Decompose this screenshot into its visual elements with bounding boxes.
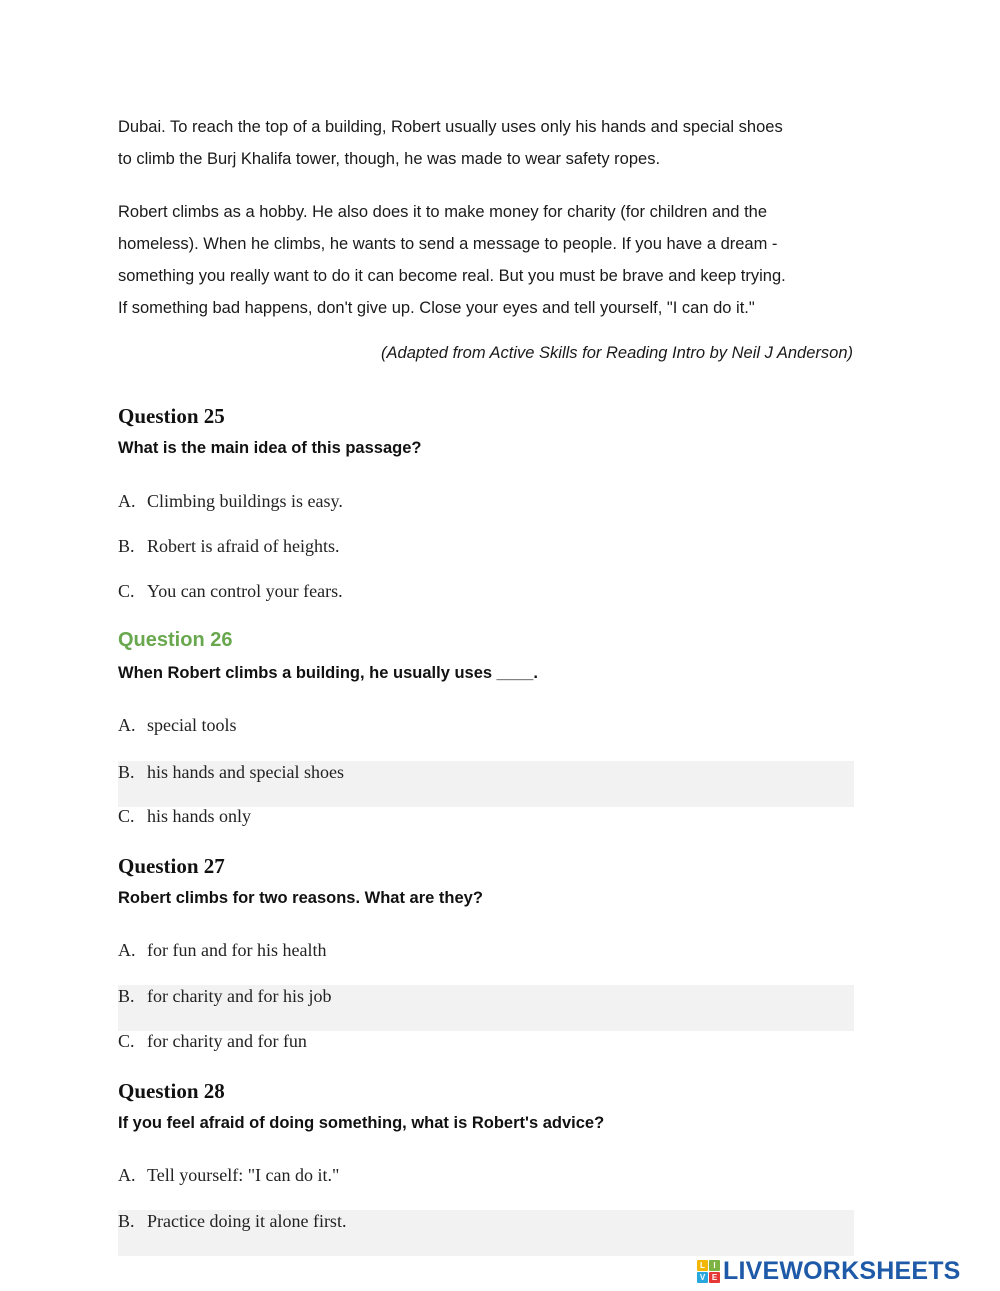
option-letter: A. <box>118 940 136 960</box>
question-25-title: Question 25 <box>118 404 225 428</box>
logo-grid-cell: L <box>697 1260 708 1271</box>
question-28-text: If you feel afraid of doing something, what is Robert's advice? <box>118 1114 605 1132</box>
question-25-option-c[interactable] <box>118 571 854 617</box>
question-28-title: Question 28 <box>118 1079 225 1103</box>
question-25-option-a[interactable] <box>118 481 854 527</box>
option-letter: B. <box>118 986 135 1006</box>
question-26-option-a[interactable] <box>118 705 854 751</box>
option-letter: C. <box>118 1031 135 1051</box>
question-26-title: Question 26 <box>118 629 233 651</box>
option-text: Robert is afraid of heights. <box>147 536 340 556</box>
passage-paragraph-2 <box>118 196 858 324</box>
option-text: for charity and for his job <box>147 986 332 1006</box>
option-letter: C. <box>118 581 135 601</box>
option-letter: B. <box>118 762 135 782</box>
question-27-option-a[interactable] <box>118 930 854 976</box>
option-text: his hands only <box>147 806 252 826</box>
passage-citation: (Adapted from Active Skills for Reading Intro by Neil J Anderson) <box>381 344 853 362</box>
option-letter: C. <box>118 806 135 826</box>
liveworksheets-logo <box>697 1256 961 1286</box>
question-28-option-b[interactable] <box>118 1210 854 1256</box>
option-letter: B. <box>118 536 135 556</box>
question-28-option-a[interactable] <box>118 1155 854 1201</box>
option-text: You can control your fears. <box>147 581 343 601</box>
option-letter: A. <box>118 715 136 735</box>
logo-grid-cell: V <box>697 1272 708 1283</box>
passage-line: If something bad happens, don't give up. Close your eyes and tell yourself, "I can do it." <box>118 299 755 317</box>
option-text: for charity and for fun <box>147 1031 307 1051</box>
passage-line: to climb the Burj Khalifa tower, though, he was made to wear safety ropes. <box>118 150 661 168</box>
logo-grid-icon <box>697 1260 720 1283</box>
question-26-option-c[interactable] <box>118 796 854 842</box>
option-text: for fun and for his health <box>147 940 327 960</box>
logo-grid-cell: E <box>709 1272 720 1283</box>
question-25-option-b[interactable] <box>118 526 854 572</box>
question-25-text: What is the main idea of this passage? <box>118 439 422 457</box>
passage-paragraph-1 <box>118 111 858 175</box>
passage-line: something you really want to do it can become real. But you must be brave and keep trying. <box>118 267 786 285</box>
question-26-text: When Robert climbs a building, he usually uses ____. <box>118 664 538 682</box>
option-text: Tell yourself: "I can do it." <box>147 1165 340 1185</box>
logo-grid-cell: I <box>709 1260 720 1271</box>
question-27-option-c[interactable] <box>118 1021 854 1067</box>
option-letter: A. <box>118 491 136 511</box>
option-text: his hands and special shoes <box>147 762 344 782</box>
option-letter: A. <box>118 1165 136 1185</box>
option-text: Practice doing it alone first. <box>147 1211 347 1231</box>
question-27-title: Question 27 <box>118 854 225 878</box>
logo-text: LIVEWORKSHEETS <box>723 1256 961 1285</box>
passage-line: homeless). When he climbs, he wants to send a message to people. If you have a dream - <box>118 235 778 253</box>
option-text: special tools <box>147 715 237 735</box>
question-27-text: Robert climbs for two reasons. What are they? <box>118 889 483 907</box>
option-text: Climbing buildings is easy. <box>147 491 343 511</box>
passage-line: Robert climbs as a hobby. He also does it to make money for charity (for children and the <box>118 203 768 221</box>
passage-line: Dubai. To reach the top of a building, Robert usually uses only his hands and special shoes <box>118 118 783 136</box>
option-letter: B. <box>118 1211 135 1231</box>
